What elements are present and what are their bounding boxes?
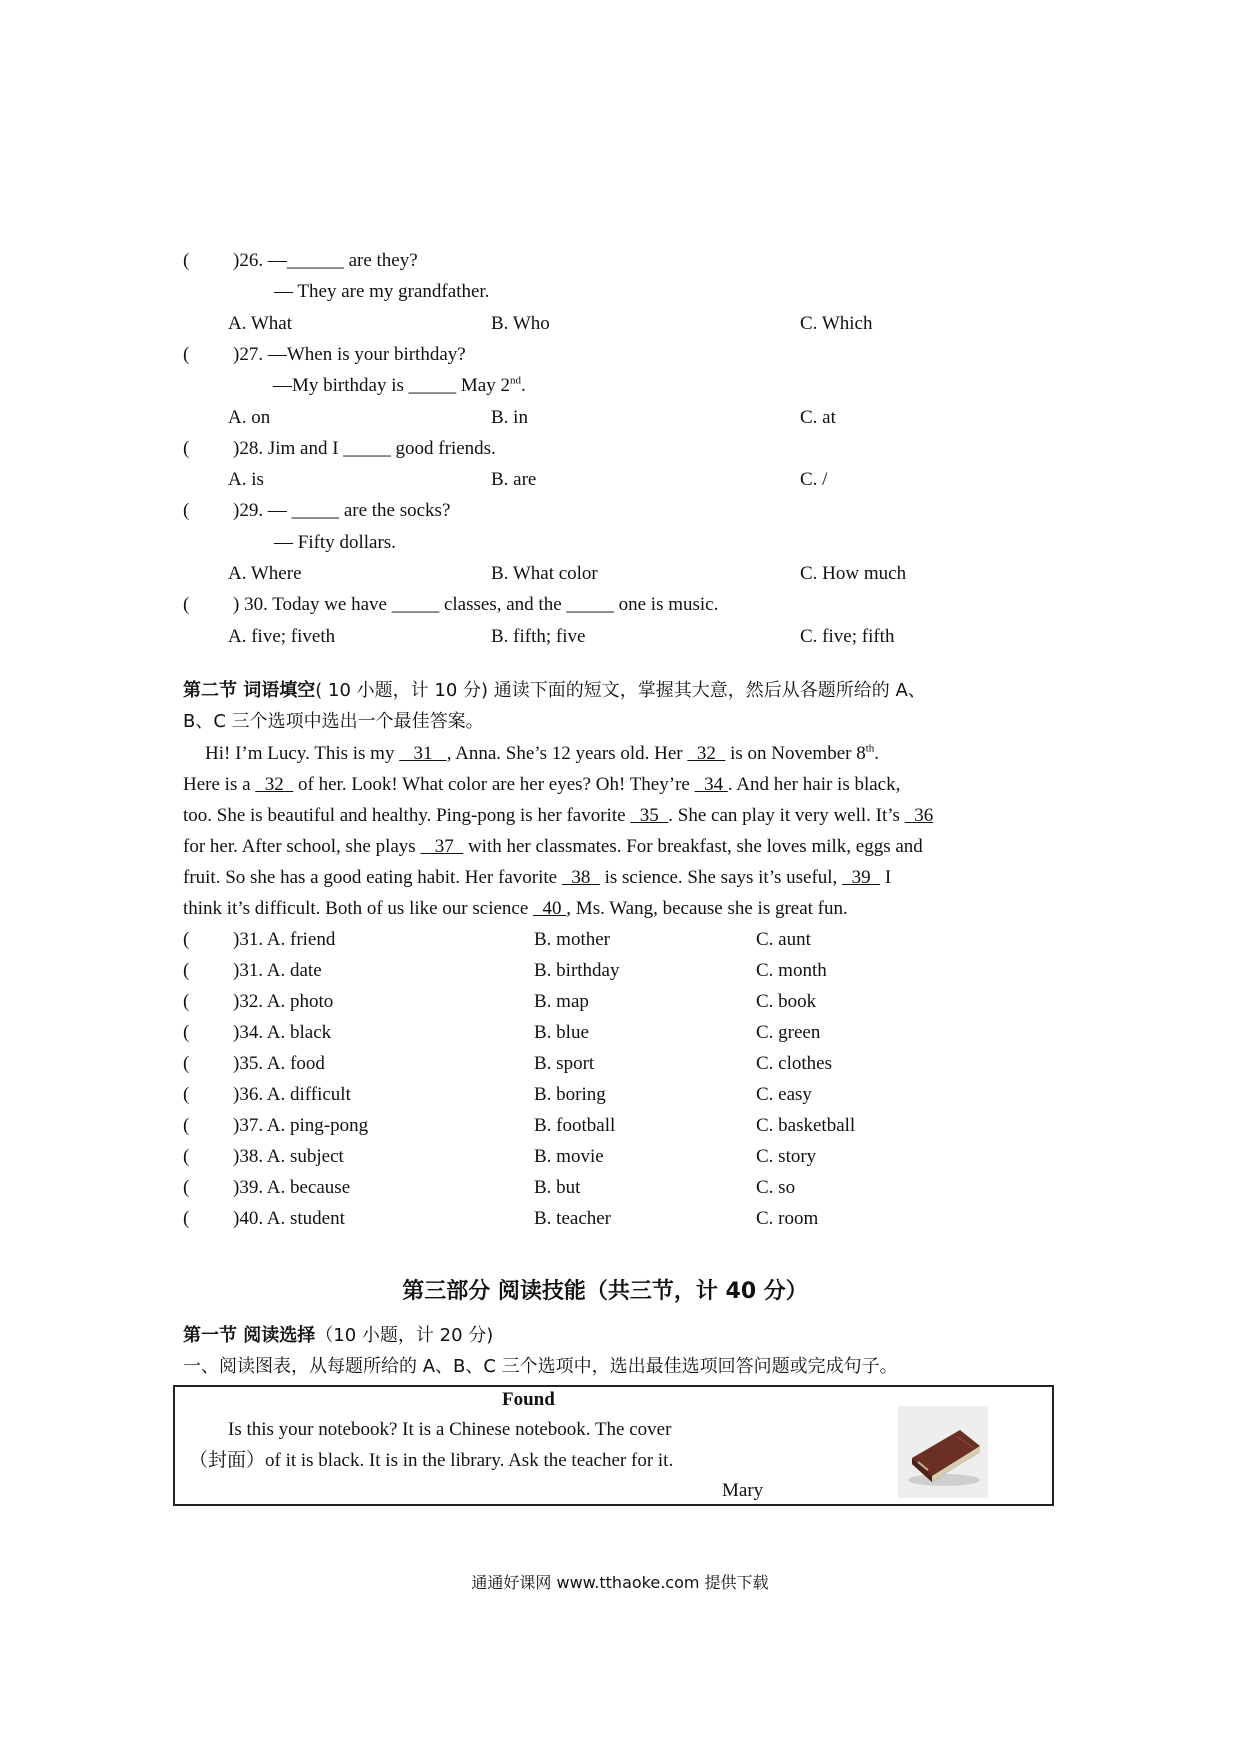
choice-a: )31. A. friend	[233, 929, 336, 950]
answer-bracket: (	[183, 1177, 190, 1198]
answer-bracket: (	[183, 1208, 190, 1229]
notebook-image	[898, 1406, 988, 1498]
option-b: B. are	[491, 469, 537, 490]
found-signature: Mary	[722, 1480, 764, 1501]
answer-bracket: (	[183, 1084, 190, 1105]
choice-a: )37. A. ping-pong	[233, 1115, 369, 1136]
answer-bracket: (	[183, 1053, 190, 1074]
choice-a: )38. A. subject	[233, 1146, 344, 1167]
question-reply: — Fifty dollars.	[274, 532, 396, 553]
section2-heading-line2: B、C 三个选项中选出一个最佳答案。	[183, 711, 484, 732]
blank-34: 34	[694, 774, 728, 795]
ordinal-suffix: nd	[509, 374, 521, 387]
passage-text: , Ms. Wang, because she is great fun.	[566, 898, 848, 919]
question-reply: — They are my grandfather.	[274, 281, 490, 302]
ordinal-suffix: th	[865, 742, 875, 755]
option-a: A. on	[228, 407, 271, 428]
section1-heading-bold: 第一节 阅读选择	[183, 1325, 316, 1346]
question-text: )26. —______ are they?	[233, 250, 418, 271]
section2-heading-bold: 第二节 词语填空	[183, 680, 316, 701]
choice-b: B. blue	[534, 1022, 589, 1043]
passage-text: think it’s difficult. Both of us like our science	[183, 898, 534, 919]
choice-b: B. football	[534, 1115, 616, 1136]
option-c: C. at	[800, 407, 836, 428]
answer-bracket: (	[183, 991, 190, 1012]
part3-instruction: 一、阅读图表，从每题所给的 A、B、C 三个选项中，选出最佳选项回答问题或完成句子。	[183, 1356, 898, 1377]
option-c: C. Which	[800, 313, 873, 334]
answer-bracket: (	[183, 594, 190, 615]
found-line-2: （封面）of it is black. It is in the library. Ask the teacher for it.	[189, 1450, 674, 1471]
passage-text: Here is a	[183, 774, 256, 795]
option-b: B. What color	[491, 563, 598, 584]
answer-bracket: (	[183, 1115, 190, 1136]
choice-b: B. movie	[534, 1146, 604, 1167]
answer-bracket: (	[183, 500, 190, 521]
choice-c: C. month	[756, 960, 827, 981]
choice-c: C. aunt	[756, 929, 811, 950]
choice-c: C. story	[756, 1146, 817, 1167]
blank-38: 38	[561, 867, 600, 888]
question-text: )27. —When is your birthday?	[233, 344, 466, 365]
answer-bracket: (	[183, 250, 190, 271]
passage-line-1: Hi! I’m Lucy. This is my 31 , Anna. She’s 12 years old. Her 32 is on November 8th.	[205, 742, 880, 764]
option-b: B. in	[491, 407, 528, 428]
choice-b: B. map	[534, 991, 589, 1012]
question-text: )29. — _____ are the socks?	[233, 500, 451, 521]
passage-text: for her. After school, she plays	[183, 836, 421, 857]
passage-line-4	[183, 834, 923, 860]
option-c: C. How much	[800, 563, 907, 584]
blank-39: 39	[842, 867, 881, 888]
choice-a: )31. A. date	[233, 960, 322, 981]
question-text: ) 30. Today we have _____ classes, and the _____ one is music.	[233, 594, 719, 615]
option-c: C. five; fifth	[800, 626, 895, 647]
choice-c: C. easy	[756, 1084, 812, 1105]
answer-bracket: (	[183, 1146, 190, 1167]
passage-text: too. She is beautiful and healthy. Ping-pong is her favorite	[183, 805, 631, 826]
found-title: Found	[502, 1389, 555, 1410]
blank-32: 32	[687, 743, 726, 764]
option-a: A. What	[228, 313, 293, 334]
passage-text: , Anna. She’s 12 years old. Her	[446, 743, 688, 764]
question-text: )28. Jim and I _____ good friends.	[233, 438, 496, 459]
choice-a: )39. A. because	[233, 1177, 351, 1198]
section1-heading-rest: （10 小题，计 20 分)	[315, 1325, 494, 1346]
passage-text: with her classmates. For breakfast, she loves milk, eggs and	[463, 836, 923, 857]
choice-b: B. birthday	[534, 960, 620, 981]
choice-b: B. boring	[534, 1084, 606, 1105]
passage-text: is science. She says it’s useful,	[599, 867, 843, 888]
answer-bracket: (	[183, 1022, 190, 1043]
choice-a: )40. A. student	[233, 1208, 345, 1229]
choice-a: )32. A. photo	[233, 991, 334, 1012]
blank-36: 36	[904, 805, 934, 826]
part3-section1-heading	[183, 1323, 493, 1349]
option-a: A. five; fiveth	[228, 626, 336, 647]
blank-35: 35	[630, 805, 669, 826]
passage-line-5	[183, 865, 891, 891]
reply-end: .	[520, 375, 526, 396]
choice-c: C. clothes	[756, 1053, 832, 1074]
choice-a: )35. A. food	[233, 1053, 325, 1074]
answer-bracket: (	[183, 438, 190, 459]
choice-c: C. book	[756, 991, 817, 1012]
option-a: A. Where	[228, 563, 302, 584]
passage-line-2	[183, 772, 900, 798]
choice-b: B. sport	[534, 1053, 595, 1074]
choice-b: B. teacher	[534, 1208, 612, 1229]
option-a: A. is	[228, 469, 264, 490]
reply-text: —My birthday is _____ May 2	[273, 375, 510, 396]
blank-31: 31	[399, 743, 447, 764]
part3-title: 第三部分 阅读技能（共三节，计 40 分）	[402, 1279, 808, 1304]
choice-a: )36. A. difficult	[233, 1084, 351, 1105]
passage-text: Hi! I’m Lucy. This is my	[205, 743, 400, 764]
choice-c: C. room	[756, 1208, 819, 1229]
choice-a: )34. A. black	[233, 1022, 332, 1043]
blank-37: 37	[420, 836, 464, 857]
choice-c: C. so	[756, 1177, 796, 1198]
section2-heading	[183, 678, 926, 704]
passage-line-6	[183, 896, 848, 922]
choice-c: C. green	[756, 1022, 821, 1043]
found-line-1: Is this your notebook? It is a Chinese notebook. The cover	[228, 1419, 672, 1440]
choice-b: B. but	[534, 1177, 581, 1198]
answer-bracket: (	[183, 344, 190, 365]
page-footer: 通通好课网 www.tthaoke.com 提供下载	[471, 1573, 769, 1592]
option-c: C. /	[800, 469, 828, 490]
passage-text: I	[880, 867, 892, 888]
choice-c: C. basketball	[756, 1115, 856, 1136]
answer-bracket: (	[183, 960, 190, 981]
blank-40: 40	[533, 898, 567, 919]
passage-text: is on November 8	[725, 743, 866, 764]
option-b: B. fifth; five	[491, 626, 586, 647]
passage-text: fruit. So she has a good eating habit. Her favorite	[183, 867, 562, 888]
passage-text: of her. Look! What color are her eyes? Oh! They’re	[293, 774, 695, 795]
section2-heading-rest: ( 10 小题，计 10 分) 通读下面的短文，掌握其大意，然后从各题所给的 A、	[315, 680, 926, 701]
blank-32-second: 32	[255, 774, 294, 795]
answer-bracket: (	[183, 929, 190, 950]
passage-text: . She can play it very well. It’s	[668, 805, 905, 826]
question-reply	[273, 373, 526, 399]
choice-b: B. mother	[534, 929, 610, 950]
passage-line-3	[183, 803, 933, 829]
passage-text: . And her hair is black,	[727, 774, 901, 795]
option-b: B. Who	[491, 313, 550, 334]
